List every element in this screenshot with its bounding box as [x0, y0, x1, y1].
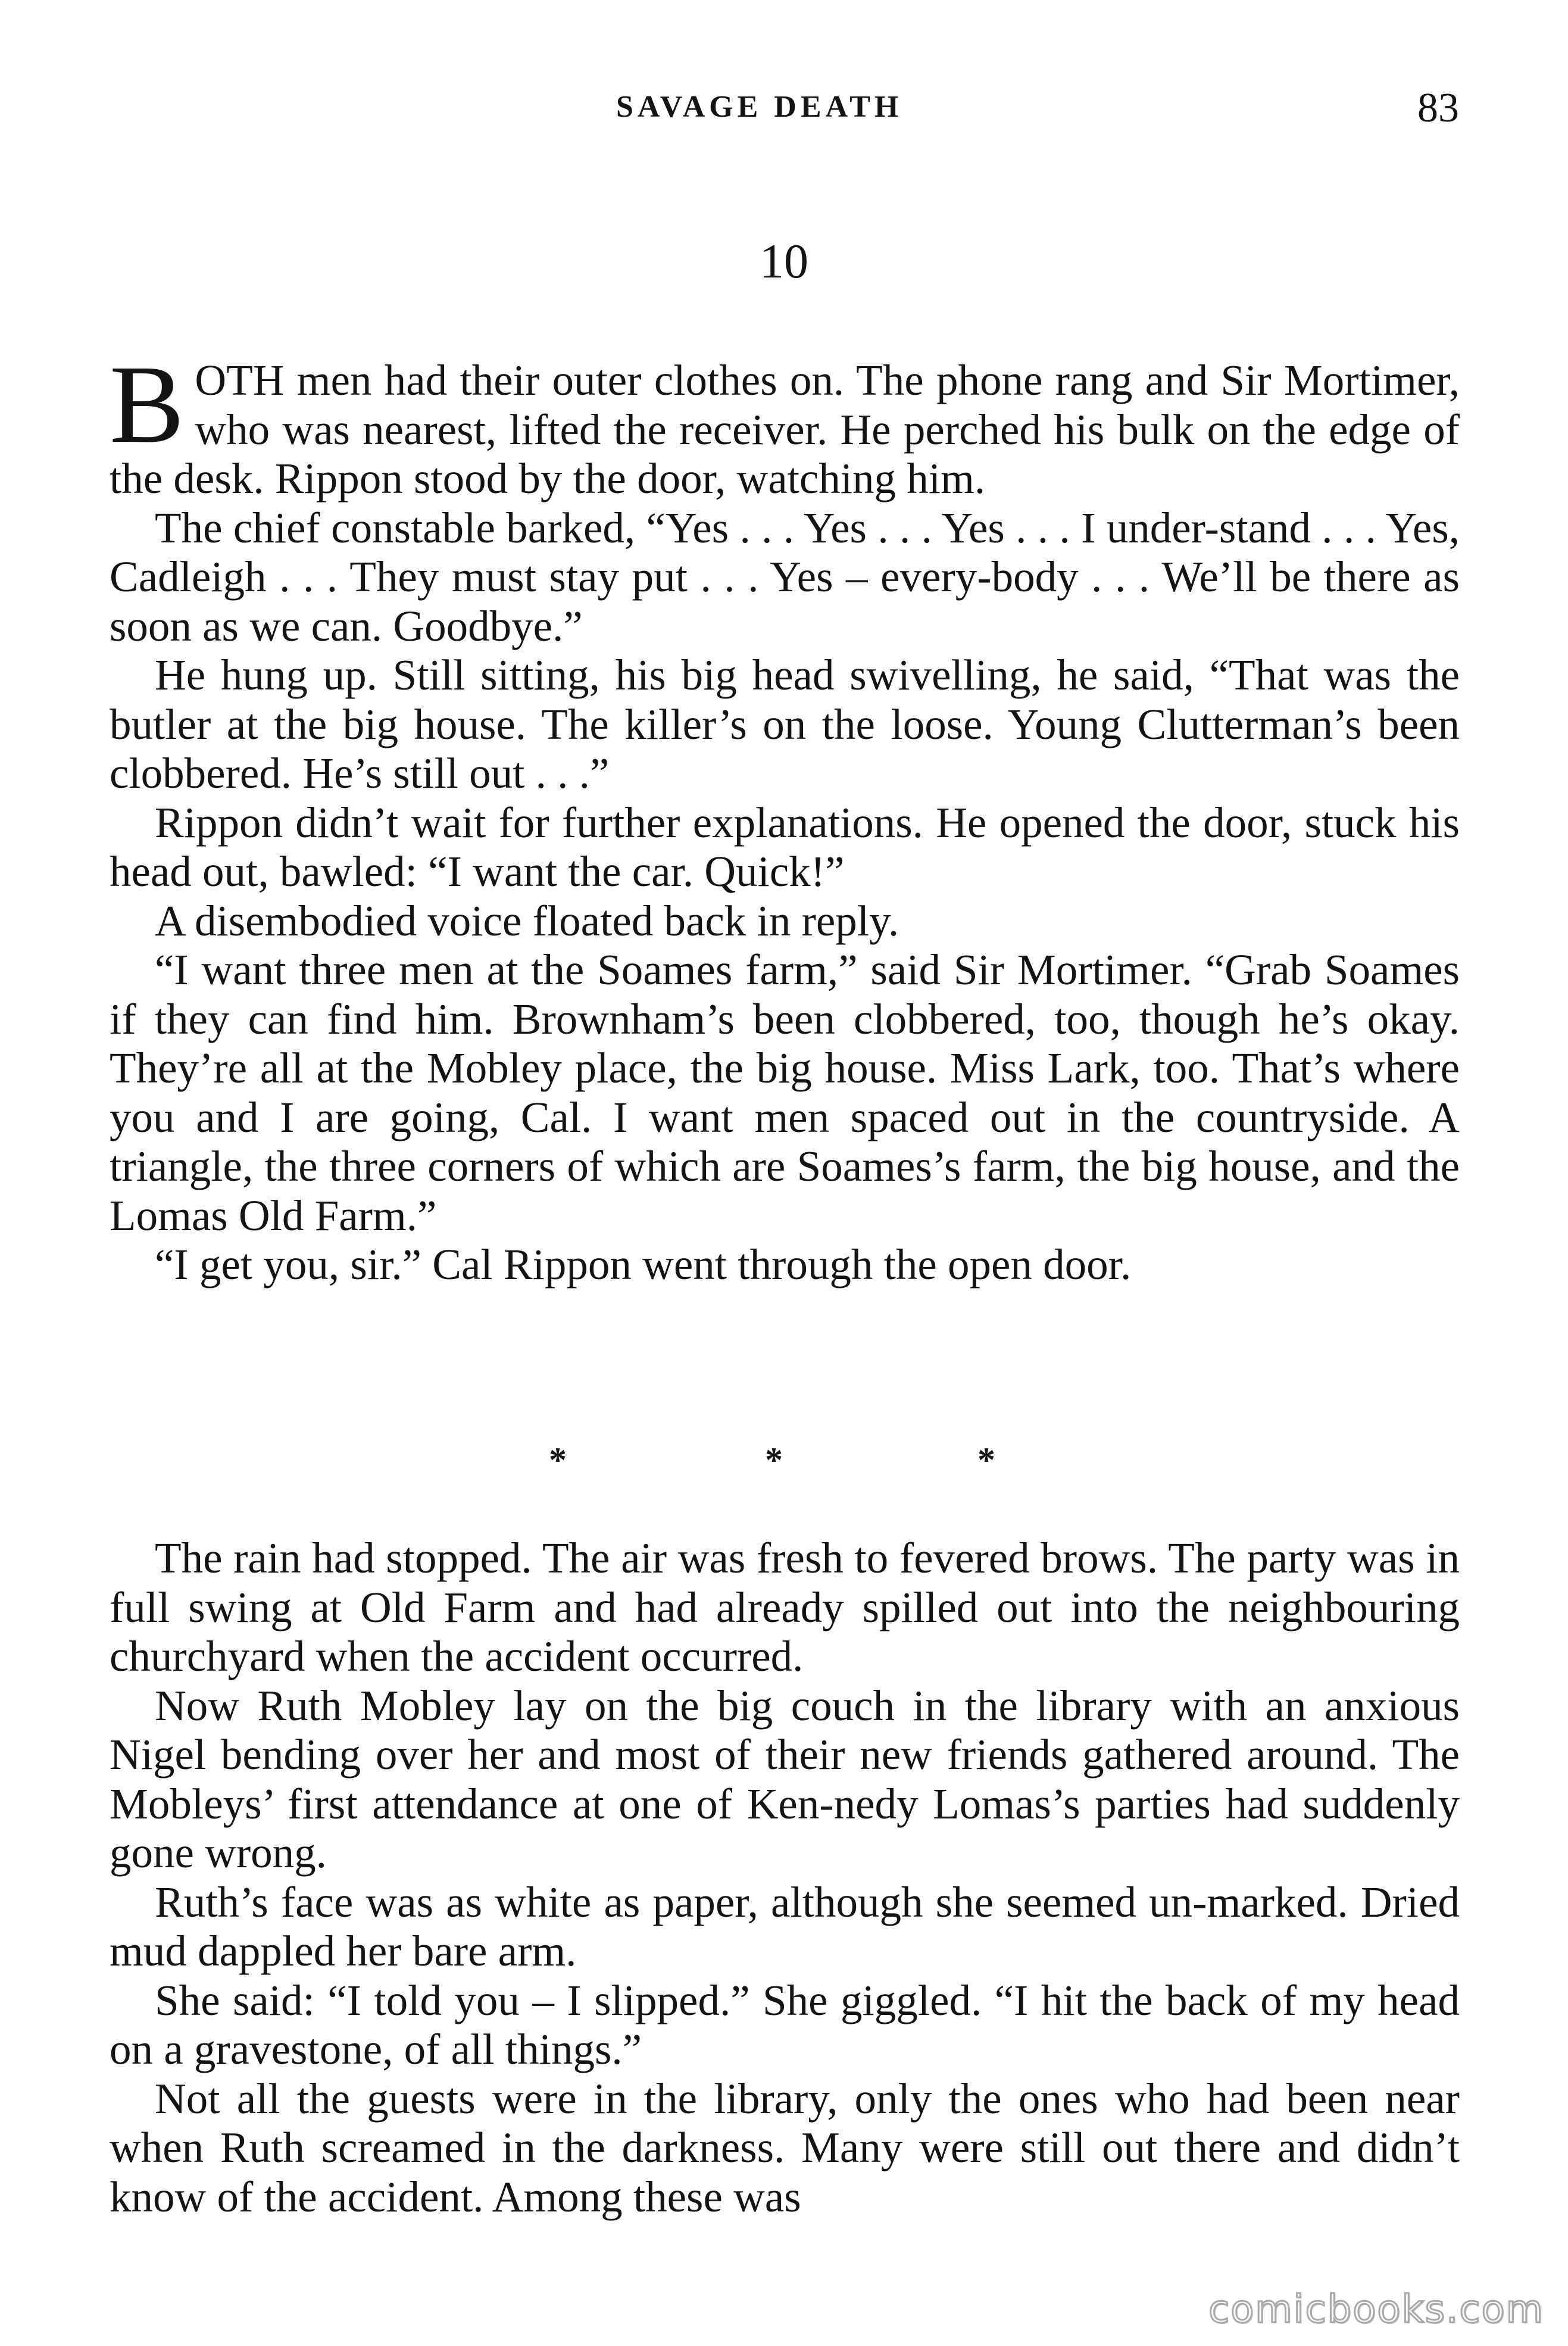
paragraph: Rippon didn’t wait for further explanations. He opened the door, stuck his head out, bawled: “I want the car. Quick!”: [110, 798, 1460, 896]
paragraph: Now Ruth Mobley lay on the big couch in the library with an anxious Nigel bending over her and most of their new friends gathered around. The Mobleys’ first attendance at one of Ken-nedy Lomas’s parties had suddenly gone wrong.: [110, 1681, 1460, 1877]
watermark: comicbooks.com: [1208, 2288, 1544, 2332]
paragraph: The rain had stopped. The air was fresh to fevered brows. The party was in full swing at Old Farm and had already spilled out into the neighbouring churchyard when the accident occurred.: [110, 1534, 1460, 1680]
scene-break: [0, 1440, 1568, 1487]
drop-cap: B: [110, 342, 185, 466]
chapter-number: 10: [760, 234, 808, 288]
paragraph: “I want three men at the Soames farm,” said Sir Mortimer. “Grab Soames if they can find him. Brownham’s been clobbered, too, though he’s okay. They’re all at the Mobley place, the big house. Miss Lark, too. That’s where you and I are going, Cal. I want men spaced out in the countryside. A triangle, the three corners of which are Soames’s farm, the big house, and the Lomas Old Farm.”: [110, 946, 1460, 1240]
section-one-body: [110, 342, 1460, 1290]
scene-break-asterisk: *: [549, 1440, 567, 1480]
paragraph-text: OTH men had their outer clothes on. The phone rang and Sir Mortimer, who was nearest, lifted the receiver. He perched his bulk on the edge of the desk. Rippon stood by the door, watching him.: [110, 356, 1460, 503]
paragraph: “I get you, sir.” Cal Rippon went through the open door.: [155, 1240, 1132, 1289]
running-head: SAVAGE DEATH: [616, 90, 903, 124]
page-number: 83: [1417, 85, 1459, 131]
scene-break-asterisk: *: [765, 1440, 783, 1480]
paragraph: Ruth’s face was as white as paper, although she seemed un-marked. Dried mud dappled her bare arm.: [110, 1877, 1460, 1975]
paragraph: [110, 342, 1460, 504]
scene-break-asterisk: *: [977, 1440, 995, 1480]
paragraph: The chief constable barked, “Yes . . . Yes . . . Yes . . . I under-stand . . . Yes, Cadleigh . . . They must stay put . . . Yes – every-body . . . We’ll be there as soon as we can. Goodbye.”: [110, 503, 1460, 650]
paragraph: A disembodied voice floated back in reply.: [155, 896, 899, 945]
paragraph: She said: “I told you – I slipped.” She giggled. “I hit the back of my head on a gravestone, of all things.”: [110, 1976, 1460, 2073]
paragraph: Not all the guests were in the library, only the ones who had been near when Ruth screamed in the darkness. Many were still out there and didn’t know of the accident. Among these was: [110, 2074, 1460, 2221]
paragraph: He hung up. Still sitting, his big head swivelling, he said, “That was the butler at the big house. The killer’s on the loose. Young Clutterman’s been clobbered. He’s still out . . .”: [110, 651, 1460, 797]
section-two-body: [110, 1534, 1460, 2222]
